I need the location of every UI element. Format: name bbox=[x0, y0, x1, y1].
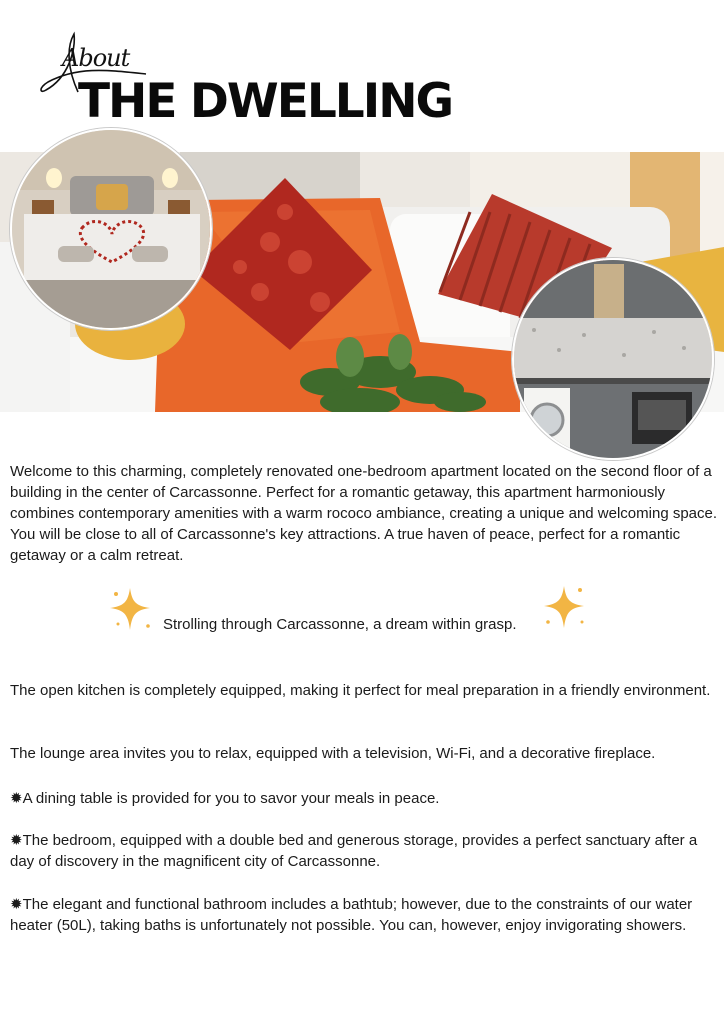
intro-text bbox=[10, 461, 718, 566]
about-script-text: About bbox=[62, 44, 130, 72]
intro-paragraph-1: Welcome to this charming, completely renovated one-bedroom apartment located on the second floor of a building in the center of Carcassonne. Perfect for a romantic getaway, this apartment harmoniously combines contemporary amenities with a warm rococo ambiance, creating a unique and welcoming space. bbox=[10, 463, 718, 522]
page-title: THE DWELLING bbox=[78, 74, 453, 129]
tagline: Strolling through Carcassonne, a dream within grasp. bbox=[163, 616, 517, 633]
sparkle-icon-right bbox=[540, 582, 590, 632]
kitchen-circle-photo bbox=[512, 258, 714, 460]
bedroom-circle-photo bbox=[10, 128, 212, 330]
lounge-description: The lounge area invites you to relax, equipped with a television, Wi-Fi, and a decorative fireplace. bbox=[10, 745, 656, 762]
kitchen-description: The open kitchen is completely equipped, making it perfect for meal preparation in a friendly environment. bbox=[10, 682, 711, 699]
sparkle-icon-left bbox=[106, 584, 156, 634]
dining-description: ✹A dining table is provided for you to savor your meals in peace. bbox=[10, 790, 440, 807]
bedroom-description: ✹The bedroom, equipped with a double bed and generous storage, provides a perfect sanctuary after a day of discovery in the magnificent city of Carcassonne. bbox=[10, 832, 698, 870]
intro-paragraph-2: You will be close to all of Carcassonne's key attractions. A true haven of peace, perfect for a romantic getaway or a calm retreat. bbox=[10, 526, 681, 564]
bathroom-description: ✹The elegant and functional bathroom includes a bathtub; however, due to the constraints of our water heater (50L), taking baths is unfortunately not possible. You can, however, enjoy invigorating showers. bbox=[10, 896, 693, 934]
